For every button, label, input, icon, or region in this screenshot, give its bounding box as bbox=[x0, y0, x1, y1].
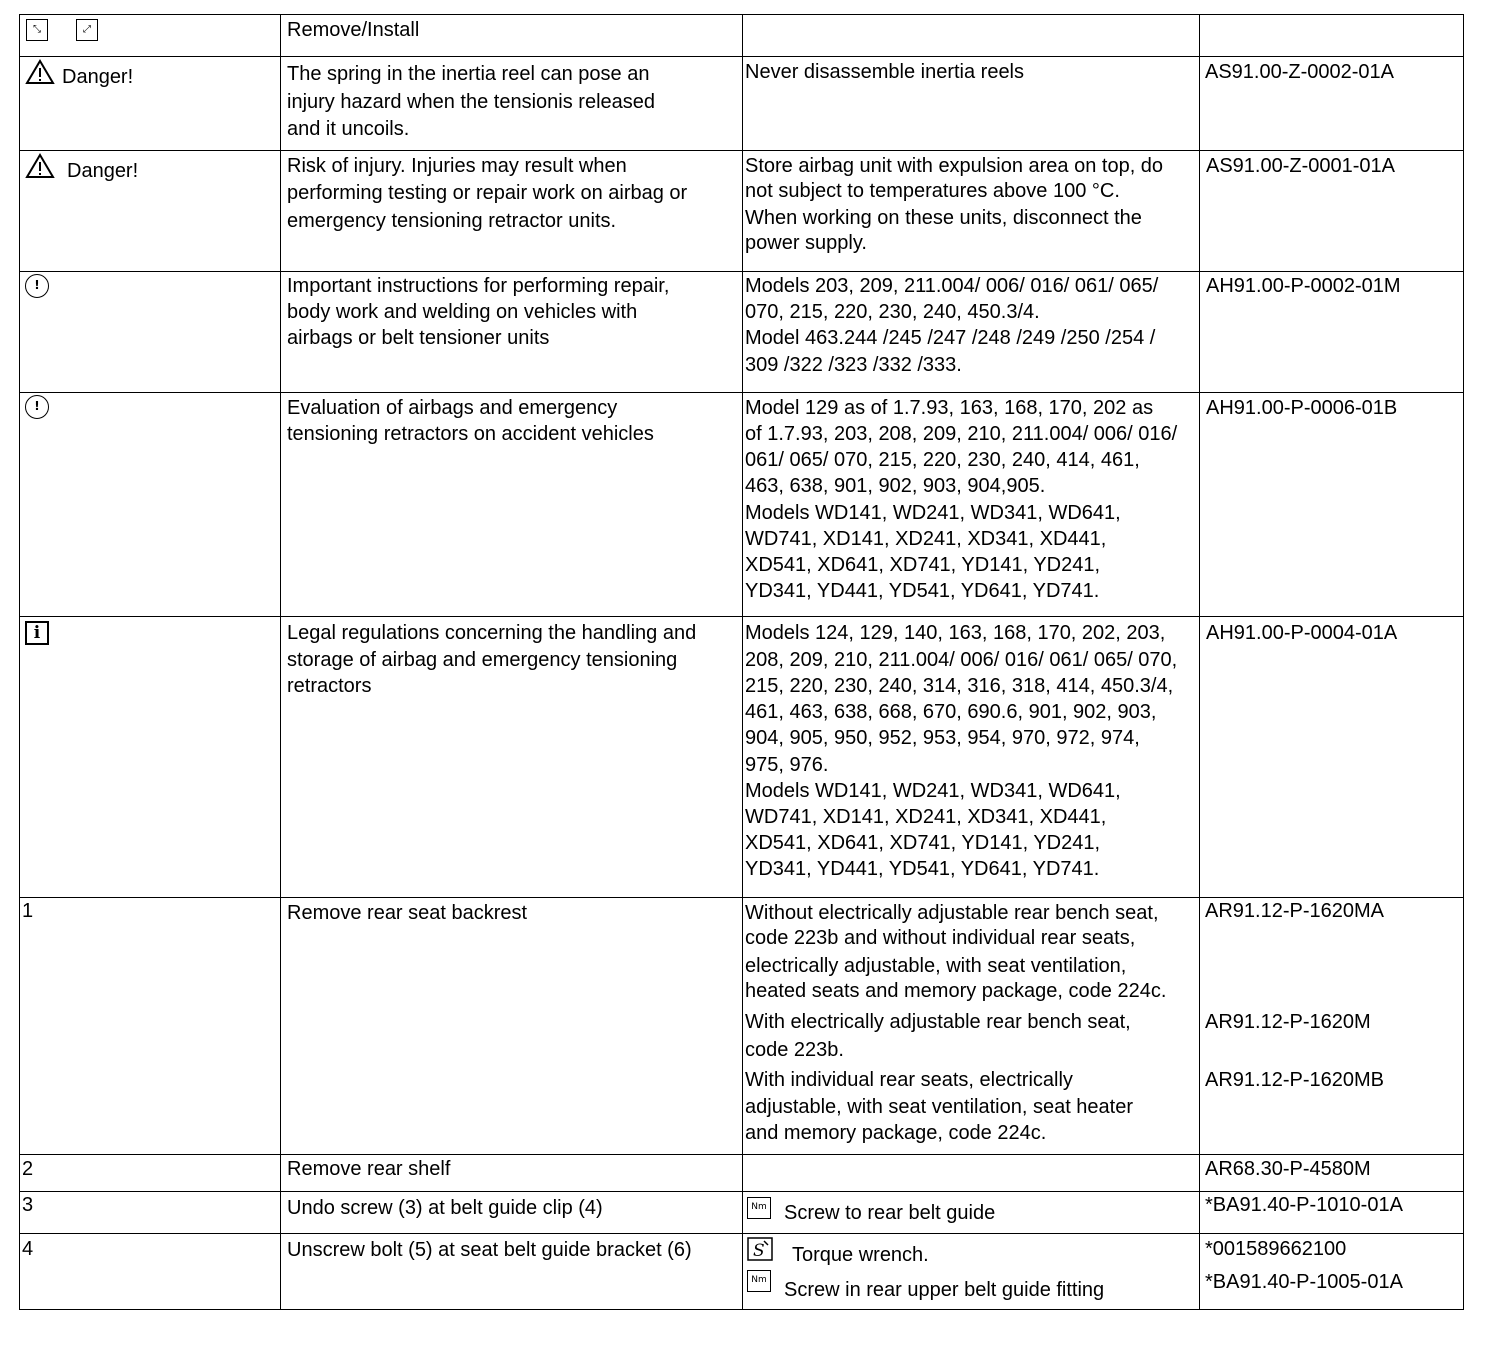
step-note: and memory package, code 224c. bbox=[745, 1122, 1047, 1144]
step-description: Remove rear seat backrest bbox=[287, 902, 528, 924]
step-note: With electrically adjustable rear bench seat, bbox=[745, 1011, 1131, 1033]
step-note: power supply. bbox=[745, 232, 867, 254]
row-divider bbox=[19, 616, 1464, 617]
step-number: 1 bbox=[22, 900, 34, 922]
step-note: electrically adjustable, with seat ventilation, bbox=[745, 955, 1127, 977]
row-divider bbox=[19, 56, 1464, 57]
document-reference[interactable]: *001589662100 bbox=[1205, 1238, 1347, 1260]
step-note: 904, 905, 950, 952, 953, 954, 970, 972, 974, bbox=[745, 727, 1140, 749]
step-note: Screw in rear upper belt guide fitting bbox=[784, 1279, 1105, 1301]
document-reference[interactable]: AR91.12-P-1620MA bbox=[1205, 900, 1384, 922]
row-divider bbox=[19, 271, 1464, 272]
step-note: 070, 215, 220, 230, 240, 450.3/4. bbox=[745, 301, 1040, 323]
step-description: retractors bbox=[287, 675, 372, 697]
row-divider bbox=[19, 14, 1464, 15]
step-note: 463, 638, 901, 902, 903, 904,905. bbox=[745, 475, 1046, 497]
document-reference[interactable]: AH91.00-P-0006-01B bbox=[1206, 397, 1398, 419]
warning-triangle-icon bbox=[25, 59, 55, 85]
step-note: of 1.7.93, 203, 208, 209, 210, 211.004/ 006/ 016/ bbox=[745, 423, 1178, 445]
step-number: 3 bbox=[22, 1194, 34, 1216]
install-icon: ⤢ bbox=[76, 19, 98, 41]
step-note: code 223b. bbox=[745, 1039, 844, 1061]
step-description: body work and welding on vehicles with bbox=[287, 301, 638, 323]
table-border-right bbox=[1463, 14, 1464, 1310]
torque-nm-icon: Nm bbox=[747, 1270, 771, 1292]
step-note: 215, 220, 230, 240, 314, 316, 318, 414, 450.3/4, bbox=[745, 675, 1174, 697]
remove-icon: ⤡ bbox=[26, 19, 48, 41]
table-border-bottom bbox=[19, 1309, 1464, 1310]
step-note: Model 129 as of 1.7.93, 163, 168, 170, 202 as bbox=[745, 397, 1154, 419]
document-reference[interactable]: AS91.00-Z-0002-01A bbox=[1205, 61, 1395, 83]
step-note: 309 /322 /323 /332 /333. bbox=[745, 354, 962, 376]
document-reference[interactable]: AR68.30-P-4580M bbox=[1205, 1158, 1371, 1180]
document-reference[interactable]: AR91.12-P-1620M bbox=[1205, 1011, 1371, 1033]
step-description: Important instructions for performing repair, bbox=[287, 275, 670, 297]
row-divider bbox=[19, 392, 1464, 393]
step-description: The spring in the inertia reel can pose an bbox=[287, 63, 650, 85]
step-description: Undo screw (3) at belt guide clip (4) bbox=[287, 1197, 603, 1219]
row-divider bbox=[19, 150, 1464, 151]
step-note: 208, 209, 210, 211.004/ 006/ 016/ 061/ 065/ 070, bbox=[745, 649, 1178, 671]
step-note: Models 203, 209, 211.004/ 006/ 016/ 061/ 065/ bbox=[745, 275, 1159, 297]
step-note: heated seats and memory package, code 224c. bbox=[745, 980, 1167, 1002]
step-note: With individual rear seats, electrically bbox=[745, 1069, 1073, 1091]
document-reference[interactable]: *BA91.40-P-1010-01A bbox=[1205, 1194, 1403, 1216]
column-divider-3 bbox=[1199, 14, 1200, 1310]
table-border-left bbox=[19, 14, 20, 1310]
torque-nm-icon: Nm bbox=[747, 1197, 771, 1219]
danger-label: Danger! bbox=[62, 66, 134, 88]
step-note: YD341, YD441, YD541, YD641, YD741. bbox=[745, 858, 1100, 880]
step-note: Store airbag unit with expulsion area on top, do bbox=[745, 155, 1164, 177]
step-description: tensioning retractors on accident vehicles bbox=[287, 423, 654, 445]
step-note: WD741, XD141, XD241, XD341, XD441, bbox=[745, 528, 1107, 550]
step-description: storage of airbag and emergency tensioning bbox=[287, 649, 678, 671]
section-title: Remove/Install bbox=[287, 19, 420, 41]
step-note: XD541, XD641, XD741, YD141, YD241, bbox=[745, 554, 1101, 576]
special-tool-icon bbox=[747, 1237, 773, 1261]
step-number: 4 bbox=[22, 1238, 34, 1260]
step-note: 061/ 065/ 070, 215, 220, 230, 240, 414, 461, bbox=[745, 449, 1140, 471]
step-note: adjustable, with seat ventilation, seat heater bbox=[745, 1096, 1134, 1118]
step-description: Evaluation of airbags and emergency bbox=[287, 397, 618, 419]
step-description: performing testing or repair work on airbag or bbox=[287, 182, 688, 204]
step-note: Screw to rear belt guide bbox=[784, 1202, 996, 1224]
step-note: When working on these units, disconnect the bbox=[745, 207, 1142, 229]
step-note: YD341, YD441, YD541, YD641, YD741. bbox=[745, 580, 1100, 602]
step-note: WD741, XD141, XD241, XD341, XD441, bbox=[745, 806, 1107, 828]
step-note: not subject to temperatures above 100 °C. bbox=[745, 180, 1120, 202]
document-reference[interactable]: *BA91.40-P-1005-01A bbox=[1205, 1271, 1403, 1293]
step-note: Models 124, 129, 140, 163, 168, 170, 202, 203, bbox=[745, 622, 1166, 644]
step-note: Never disassemble inertia reels bbox=[745, 61, 1025, 83]
info-icon: i bbox=[25, 621, 49, 645]
step-note: Without electrically adjustable rear bench seat, bbox=[745, 902, 1159, 924]
svg-text:S: S bbox=[753, 1241, 765, 1261]
step-note: Model 463.244 /245 /247 /248 /249 /250 /254 / bbox=[745, 327, 1156, 349]
column-divider-2 bbox=[742, 14, 743, 1310]
document-reference[interactable]: AR91.12-P-1620MB bbox=[1205, 1069, 1384, 1091]
danger-label: Danger! bbox=[67, 160, 139, 182]
step-note: XD541, XD641, XD741, YD141, YD241, bbox=[745, 832, 1101, 854]
step-note: code 223b and without individual rear seats, bbox=[745, 927, 1136, 949]
step-description: and it uncoils. bbox=[287, 118, 410, 140]
step-number: 2 bbox=[22, 1158, 34, 1180]
step-description: Remove rear shelf bbox=[287, 1158, 451, 1180]
row-divider bbox=[19, 1154, 1464, 1155]
step-note: Models WD141, WD241, WD341, WD641, bbox=[745, 502, 1121, 524]
step-note: Models WD141, WD241, WD341, WD641, bbox=[745, 780, 1121, 802]
step-note: 975, 976. bbox=[745, 754, 829, 776]
step-note: Torque wrench. bbox=[792, 1244, 929, 1266]
document-reference[interactable]: AH91.00-P-0002-01M bbox=[1206, 275, 1401, 297]
step-description: Unscrew bolt (5) at seat belt guide bracket (6) bbox=[287, 1239, 692, 1261]
step-description: Legal regulations concerning the handling and bbox=[287, 622, 697, 644]
step-description: Risk of injury. Injuries may result when bbox=[287, 155, 627, 177]
document-reference[interactable]: AH91.00-P-0004-01A bbox=[1206, 622, 1398, 644]
step-description: emergency tensioning retractor units. bbox=[287, 210, 617, 232]
document-reference[interactable]: AS91.00-Z-0001-01A bbox=[1206, 155, 1396, 177]
step-note: 461, 463, 638, 668, 670, 690.6, 901, 902, 903, bbox=[745, 701, 1157, 723]
important-note-icon: ! bbox=[25, 274, 49, 298]
column-divider-1 bbox=[280, 14, 281, 1310]
row-divider bbox=[19, 1233, 1464, 1234]
step-description: injury hazard when the tensionis released bbox=[287, 91, 655, 113]
warning-triangle-icon bbox=[25, 153, 55, 179]
important-note-icon: ! bbox=[25, 395, 49, 419]
step-description: airbags or belt tensioner units bbox=[287, 327, 550, 349]
